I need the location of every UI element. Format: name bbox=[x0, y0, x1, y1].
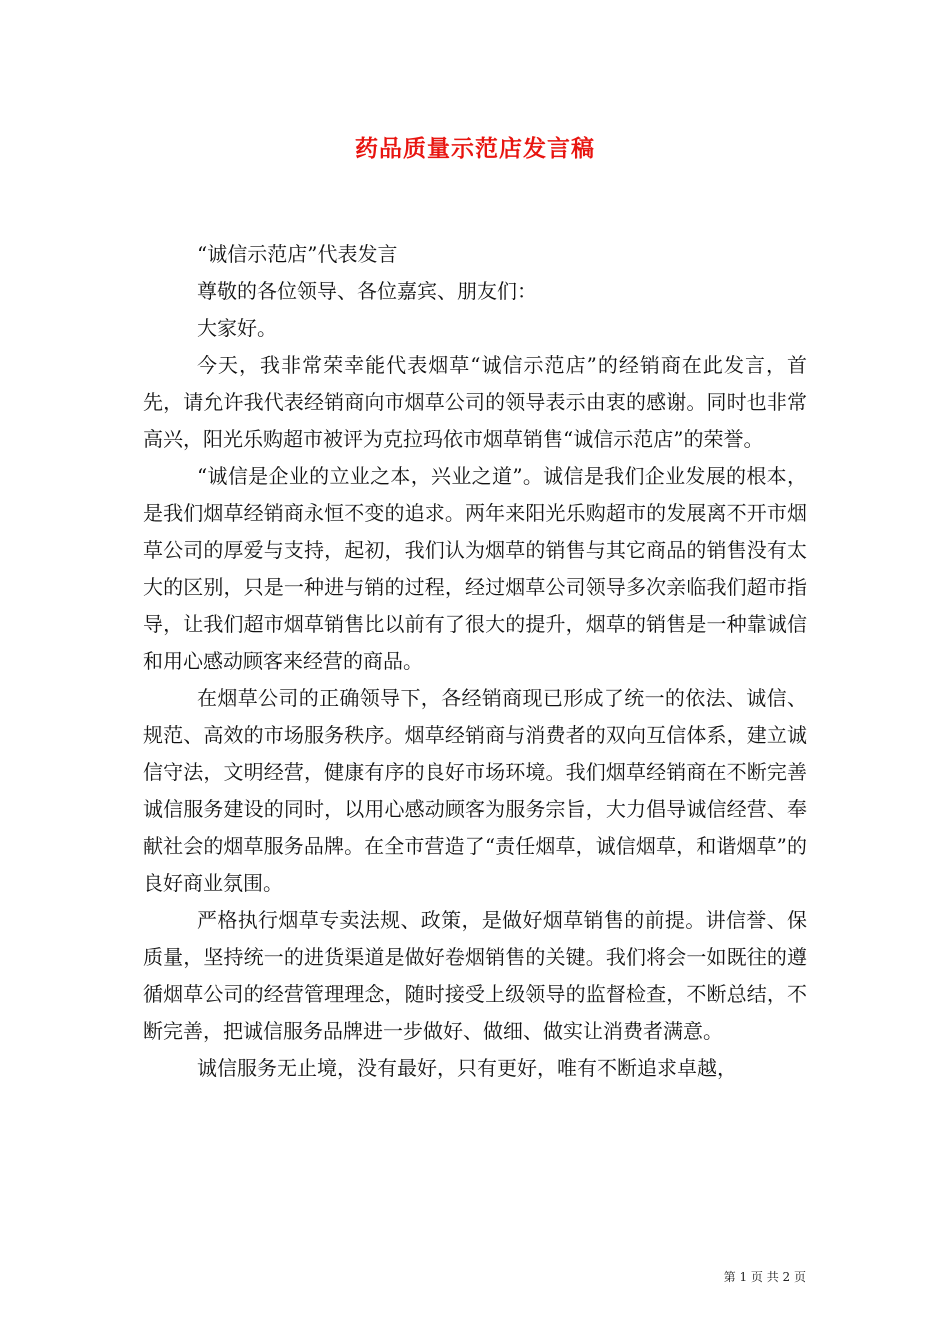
paragraph: “诚信是企业的立业之本，兴业之道”。诚信是我们企业发展的根本，是我们烟草经销商永恒不变的追求。两年来阳光乐购超市的发展离不开市烟草公司的厚爱与支持，起初，我们认为烟草的销售与其它商品的销售没有太大的区别，只是一种进与销的过程，经过烟草公司领导多次亲临我们超市指导，让我们超市烟草销售比以前有了很大的提升，烟草的销售是一种靠诚信和用心感动顾客来经营的商品。 bbox=[143, 464, 807, 673]
paragraph: 今天，我非常荣幸能代表烟草“诚信示范店”的经销商在此发言，首先，请允许我代表经销商向市烟草公司的领导表示由衷的感谢。同时也非常高兴，阳光乐购超市被评为克拉玛依市烟草销售“诚信示范店”的荣誉。 bbox=[143, 353, 807, 451]
paragraph: 大家好。 bbox=[197, 316, 277, 340]
page-number-footer: 第 1 页 共 2 页 bbox=[723, 1270, 806, 1284]
paragraph: 在烟草公司的正确领导下，各经销商现已形成了统一的依法、诚信、规范、高效的市场服务秩序。烟草经销商与消费者的双向互信体系，建立诚信守法，文明经营，健康有序的良好市场环境。我们烟草经销商在不断完善诚信服务建设的同时，以用心感动顾客为服务宗旨，大力倡导诚信经营、奉献社会的烟草服务品牌。在全市营造了“责任烟草，诚信烟草，和谐烟草”的良好商业氛围。 bbox=[143, 686, 807, 895]
document-body bbox=[143, 236, 807, 1087]
paragraph: 尊敬的各位领导、各位嘉宾、朋友们： bbox=[197, 279, 537, 303]
paragraph: 严格执行烟草专卖法规、政策，是做好烟草销售的前提。讲信誉、保质量，坚持统一的进货渠道是做好卷烟销售的关键。我们将会一如既往的遵循烟草公司的经营管理理念，随时接受上级领导的监督检查，不断总结，不断完善，把诚信服务品牌进一步做好、做细、做实让消费者满意。 bbox=[143, 908, 807, 1043]
paragraph: 诚信服务无止境，没有最好，只有更好，唯有不断追求卓越， bbox=[197, 1056, 737, 1080]
paragraph: “诚信示范店”代表发言 bbox=[197, 242, 398, 266]
document-title: 药品质量示范店发言稿 bbox=[355, 135, 595, 162]
